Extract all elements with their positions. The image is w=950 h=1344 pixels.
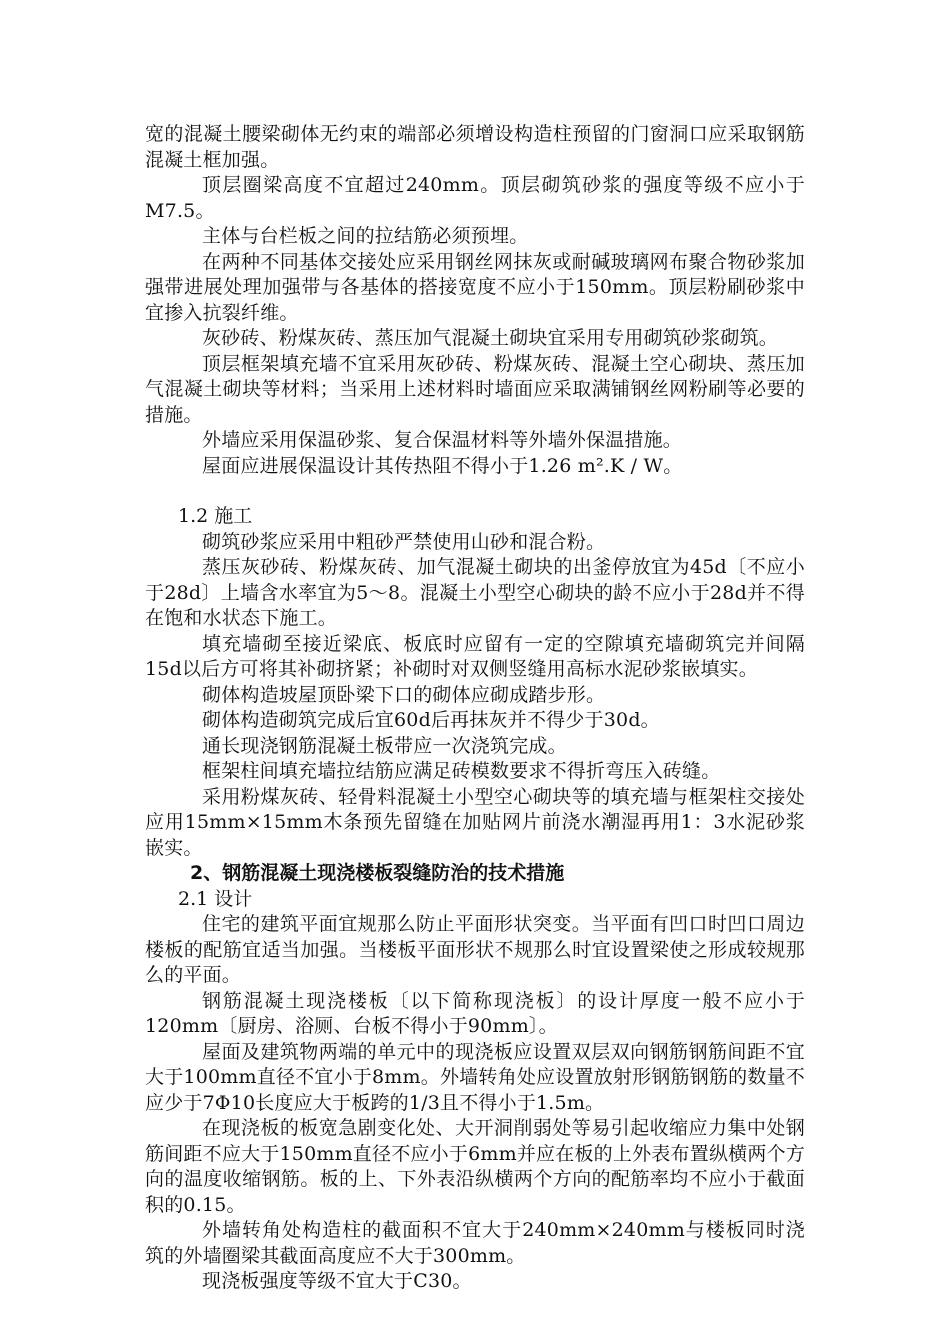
body-paragraph: 屋面及建筑物两端的单元中的现浇板应设置双层双向钢筋钢筋间距不宜大于100mm直径不宜小于8mm。外墙转角处应设置放射形钢筋钢筋的数量不应少于7Φ10长度应大于板跨的1/3且不得小于1.5m。 xyxy=(145,1040,805,1114)
body-paragraph: 顶层圈梁高度不宜超过240mm。顶层砌筑砂浆的强度等级不应小于M7.5。 xyxy=(145,174,805,222)
body-paragraph: 灰砂砖、粉煤灰砖、蒸压加气混凝土砌块宜采用专用砌筑砂浆砌筑。 xyxy=(202,327,779,349)
body-paragraph: 砌体构造砌筑完成后宜60d后再抹灰并不得少于30d。 xyxy=(202,709,660,731)
section-heading: 1.2 施工 xyxy=(178,505,253,527)
body-paragraph: 采用粉煤灰砖、轻骨料混凝土小型空心砌块等的填充墙与框架柱交接处应用15mm×15mm木条预先留缝在加贴网片前浇水潮湿再用1：3水泥砂浆嵌实。 xyxy=(145,785,805,859)
body-paragraph: 砌体构造坡屋顶卧梁下口的砌体应砌成踏步形。 xyxy=(202,683,606,706)
body-paragraph: 现浇板强度等级不宜大于C30。 xyxy=(202,1270,472,1292)
body-paragraph: 主体与台栏板之间的拉结筋必须预埋。 xyxy=(202,225,529,247)
body-paragraph: 屋面应进展保温设计其传热阻不得小于1.26 m².K / W。 xyxy=(202,454,683,477)
body-paragraph: 填充墙砌至接近梁底、板底时应留有一定的空隙填充墙砌筑完并间隔15d以后方可将其补砌挤紧；补砌时对双侧竖缝用高标水泥砂浆嵌填实。 xyxy=(145,632,805,680)
paragraph-gap xyxy=(145,479,805,504)
body-paragraph: 外墙转角处构造柱的截面积不宜大于240mm×240mm与楼板同时浇筑的外墙圈梁其截面高度应不大于300mm。 xyxy=(145,1219,805,1267)
body-paragraph: 外墙应采用保温砂浆、复合保温材料等外墙外保温措施。 xyxy=(202,429,683,451)
body-paragraph: 在两种不同基体交接处应采用钢丝网抹灰或耐碱玻璃网布聚合物砂浆加强带进展处理加强带与各基体的搭接宽度不应小于150mm。顶层粉刷砂浆中宜掺入抗裂纤维。 xyxy=(145,250,805,324)
body-paragraph: 顶层框架填充墙不宜采用灰砂砖、粉煤灰砖、混凝土空心砌块、蒸压加气混凝土砌块等材料；当采用上述材料时墙面应采取满铺钢丝网粉刷等必要的措施。 xyxy=(145,352,805,426)
body-paragraph: 在现浇板的板宽急剧变化处、大开洞削弱处等易引起收缩应力集中处钢筋间距不应大于150mm直径不应小于6mm并应在板的上外表布置纵横两个方向的温度收缩钢筋。板的上、下外表沿纵横两个方向的配筋率均不应小于截面积的0.15。 xyxy=(145,1117,805,1216)
body-paragraph: 砌筑砂浆应采用中粗砂严禁使用山砂和混合粉。 xyxy=(202,530,606,553)
body-paragraph: 蒸压灰砂砖、粉煤灰砖、加气混凝土砌块的出釜停放宜为45d〔不应小于28d〕上墙含水率宜为5～8。混凝土小型空心砌块的龄不应小于28d并不得在饱和水状态下施工。 xyxy=(145,556,805,629)
body-paragraph: 钢筋混凝土现浇楼板〔以下简称现浇板〕的设计厚度一般不应小于120mm〔厨房、浴厕、台板不得小于90mm〕。 xyxy=(145,989,805,1037)
body-paragraph: 通长现浇钢筋混凝土板带应一次浇筑完成。 xyxy=(202,734,567,757)
body-paragraph: 住宅的建筑平面宜规那么防止平面形状突变。当平面有凹口时凹口周边楼板的配筋宜适当加强。当楼板平面形状不规那么时宜设置梁使之形成较规那么的平面。 xyxy=(145,913,805,986)
document-body xyxy=(145,122,805,1295)
section-heading: 2.1 设计 xyxy=(178,887,253,910)
body-paragraph: 框架柱间填充墙拉结筋应满足砖模数要求不得折弯压入砖缝。 xyxy=(202,760,721,782)
body-paragraph: 宽的混凝土腰梁砌体无约束的端部必须增设构造柱预留的门窗洞口应采取钢筋混凝土框加强。 xyxy=(145,123,805,171)
chapter-heading: 2、钢筋混凝土现浇楼板裂缝防治的技术措施 xyxy=(190,862,565,884)
